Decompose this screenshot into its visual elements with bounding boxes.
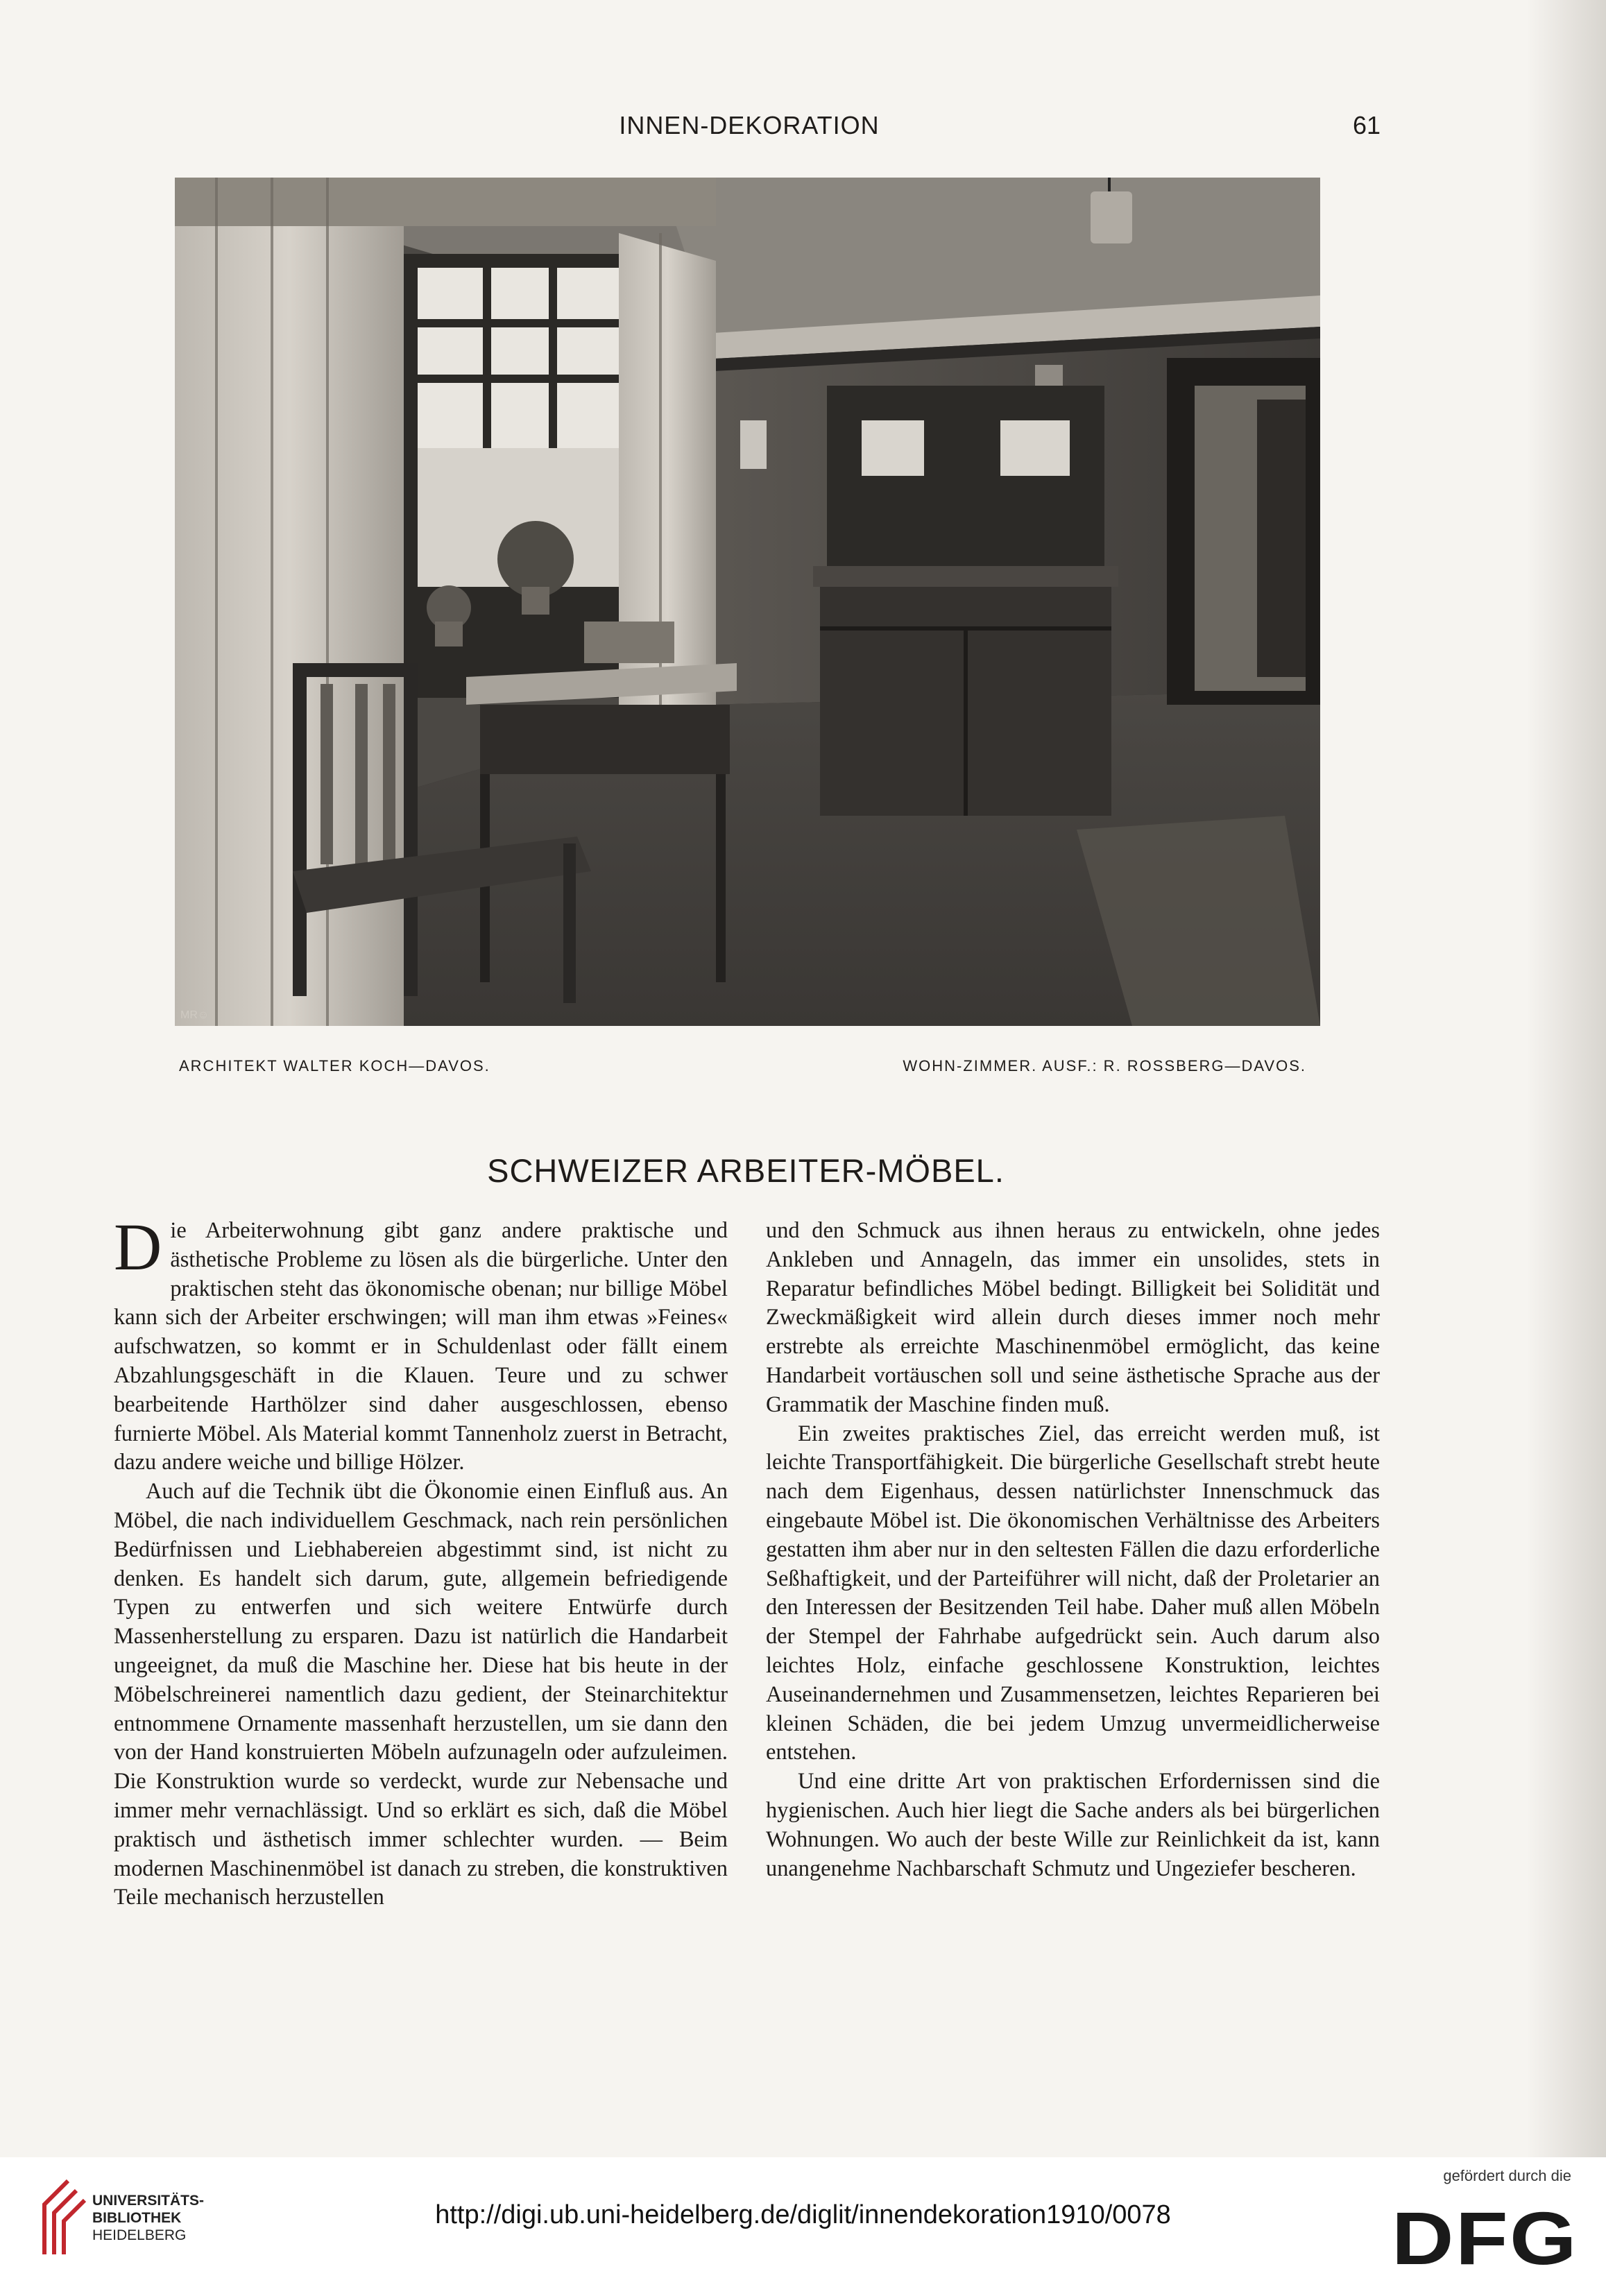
- paragraph-text: ie Arbeiterwohnung gibt ganz andere praktische und ästhetische Probleme zu lösen als die bürgerliche. Unter den praktischen steht das ökonomische obenan; nur billige Möbel kann sich der Arbeiter erschwingen; will man ihm etwas »Feines« aufschwatzen, so kommt er in Schuldenlast oder fällt einem Abzahlungsgeschäft in die Klauen. Teure und zu schwer bearbeitende Harthölzer sind daher ausgeschlossen, ebenso furnierte Möbel. Als Material kommt Tannenholz zuerst in Betracht, dazu andere weiche und billige Hölzer.: [114, 1218, 728, 1475]
- footer-bar: [0, 2157, 1606, 2296]
- photo-monogram: MR☺: [180, 1009, 210, 1021]
- source-url-link[interactable]: http://digi.ub.uni-heidelberg.de/diglit/innendekoration1910/0078: [435, 2200, 1171, 2229]
- article-title: SCHWEIZER ARBEITER-MÖBEL.: [487, 1152, 1005, 1189]
- caption-architect: ARCHITEKT WALTER KOCH—DAVOS.: [179, 1057, 490, 1074]
- photo-caption: [175, 1057, 1320, 1082]
- paragraph: Ein zweites praktisches Ziel, das erreicht werden muß, ist leichte Transportfähigkeit. Die bürgerliche Gesellschaft strebt heute nach dem Eigenhaus, dessen natürlichster Innenschmuck das eingebaute Möbel ist. Die ökonomischen Verhältnisse des Arbeiters gestatten ihm aber nur in den seltesten Fällen die dazu erforderliche Seßhaftigkeit, und der Parteiführer will nicht, daß der Proletarier an den Interessen der Besitzenden Teil habe. Daher muß allen Möbeln der Stempel der Fahrhabe aufgedrückt sein. Auch darum also leichtes Holz, einfache geschlossene Konstruktion, leichtes Auseinandernehmen und Zusammensetzen, leichtes Reparieren bei kleinen Schäden, die bei jedem Umzug unvermeidlicherweise entstehen.: [766, 1421, 1380, 1765]
- interior-photo-icon: [175, 178, 1320, 1026]
- library-line: HEIDELBERG: [92, 2227, 187, 2243]
- page-header: [160, 111, 1381, 146]
- text-column-right: [766, 1217, 1380, 1883]
- caption-room: WOHN-ZIMMER. AUSF.: R. ROSSBERG—DAVOS.: [903, 1057, 1306, 1074]
- paragraph: Und eine dritte Art von praktischen Erfordernissen sind die hygienischen. Auch hier liegt die Sache anders als bei bürgerlichen Wohnungen. Wo auch der beste Wille zur Reinlichkeit da ist, kann unangenehme Nachbarschaft Schmutz und Ungeziefer bescheren.: [766, 1769, 1380, 1881]
- paragraph: und den Schmuck aus ihnen heraus zu entwickeln, ohne jedes Ankleben und Annageln, das immer ein unsolides, stets in Reparatur befindliches Möbel bedingt. Billigkeit bei Solidität und Zweckmäßigkeit wird allein durch dieses immer noch mehr erstrebte als erreichte Maschinenmöbel ermöglicht, das keine Handarbeit vortäuschen soll und seine ästhetische Sprache aus der Grammatik der Maschine finden muß.: [766, 1218, 1380, 1417]
- library-line: BIBLIOTHEK: [92, 2210, 182, 2226]
- funded-by-note: gefördert durch die: [1443, 2167, 1571, 2184]
- drop-cap: D: [114, 1210, 162, 1284]
- paragraph: Auch auf die Technik übt die Ökonomie einen Einfluß aus. An Möbel, die nach individuellem Geschmack, nach rein persönlichen Bedürfnissen und Liebhabereien abgestimmt sind, ist nicht zu denken. Es handelt sich darum, gute, allgemein befriedigende Typen zu entwerfen und sich weitere Entwürfe durch Massenherstellung zu ersparen. Dazu ist natürlich die Handarbeit ungeeignet, da muß die Maschine her. Diese hat bis heute in der Möbelschreinerei namentlich dazu gedient, der Steinarchitektur entnommene Ornamente massenhaft herzustellen, um sie dann den von der Hand konstruierten Möbeln aufzunageln oder aufzuleimen. Die Konstruktion wurde so verdeckt, wurde zur Nebensache und immer mehr vernachlässigt. Und so erklärt es sich, daß die Möbel praktisch und ästhetisch immer schlechter wurden. — Beim modernen Maschinenmöbel ist danach zu streben, die konstruktiven Teile mechanisch herzustellen: [114, 1479, 728, 1910]
- page-number: 61: [1352, 111, 1381, 139]
- paragraph: [114, 1210, 728, 1477]
- running-title: INNEN-DEKORATION: [619, 111, 880, 139]
- text-column-left: [114, 1210, 728, 1912]
- scan-gutter: [1526, 0, 1606, 2157]
- dfg-logo: DFG: [1391, 2196, 1578, 2280]
- library-line: UNIVERSITÄTS-: [92, 2193, 205, 2209]
- interior-photo: [175, 178, 1320, 1026]
